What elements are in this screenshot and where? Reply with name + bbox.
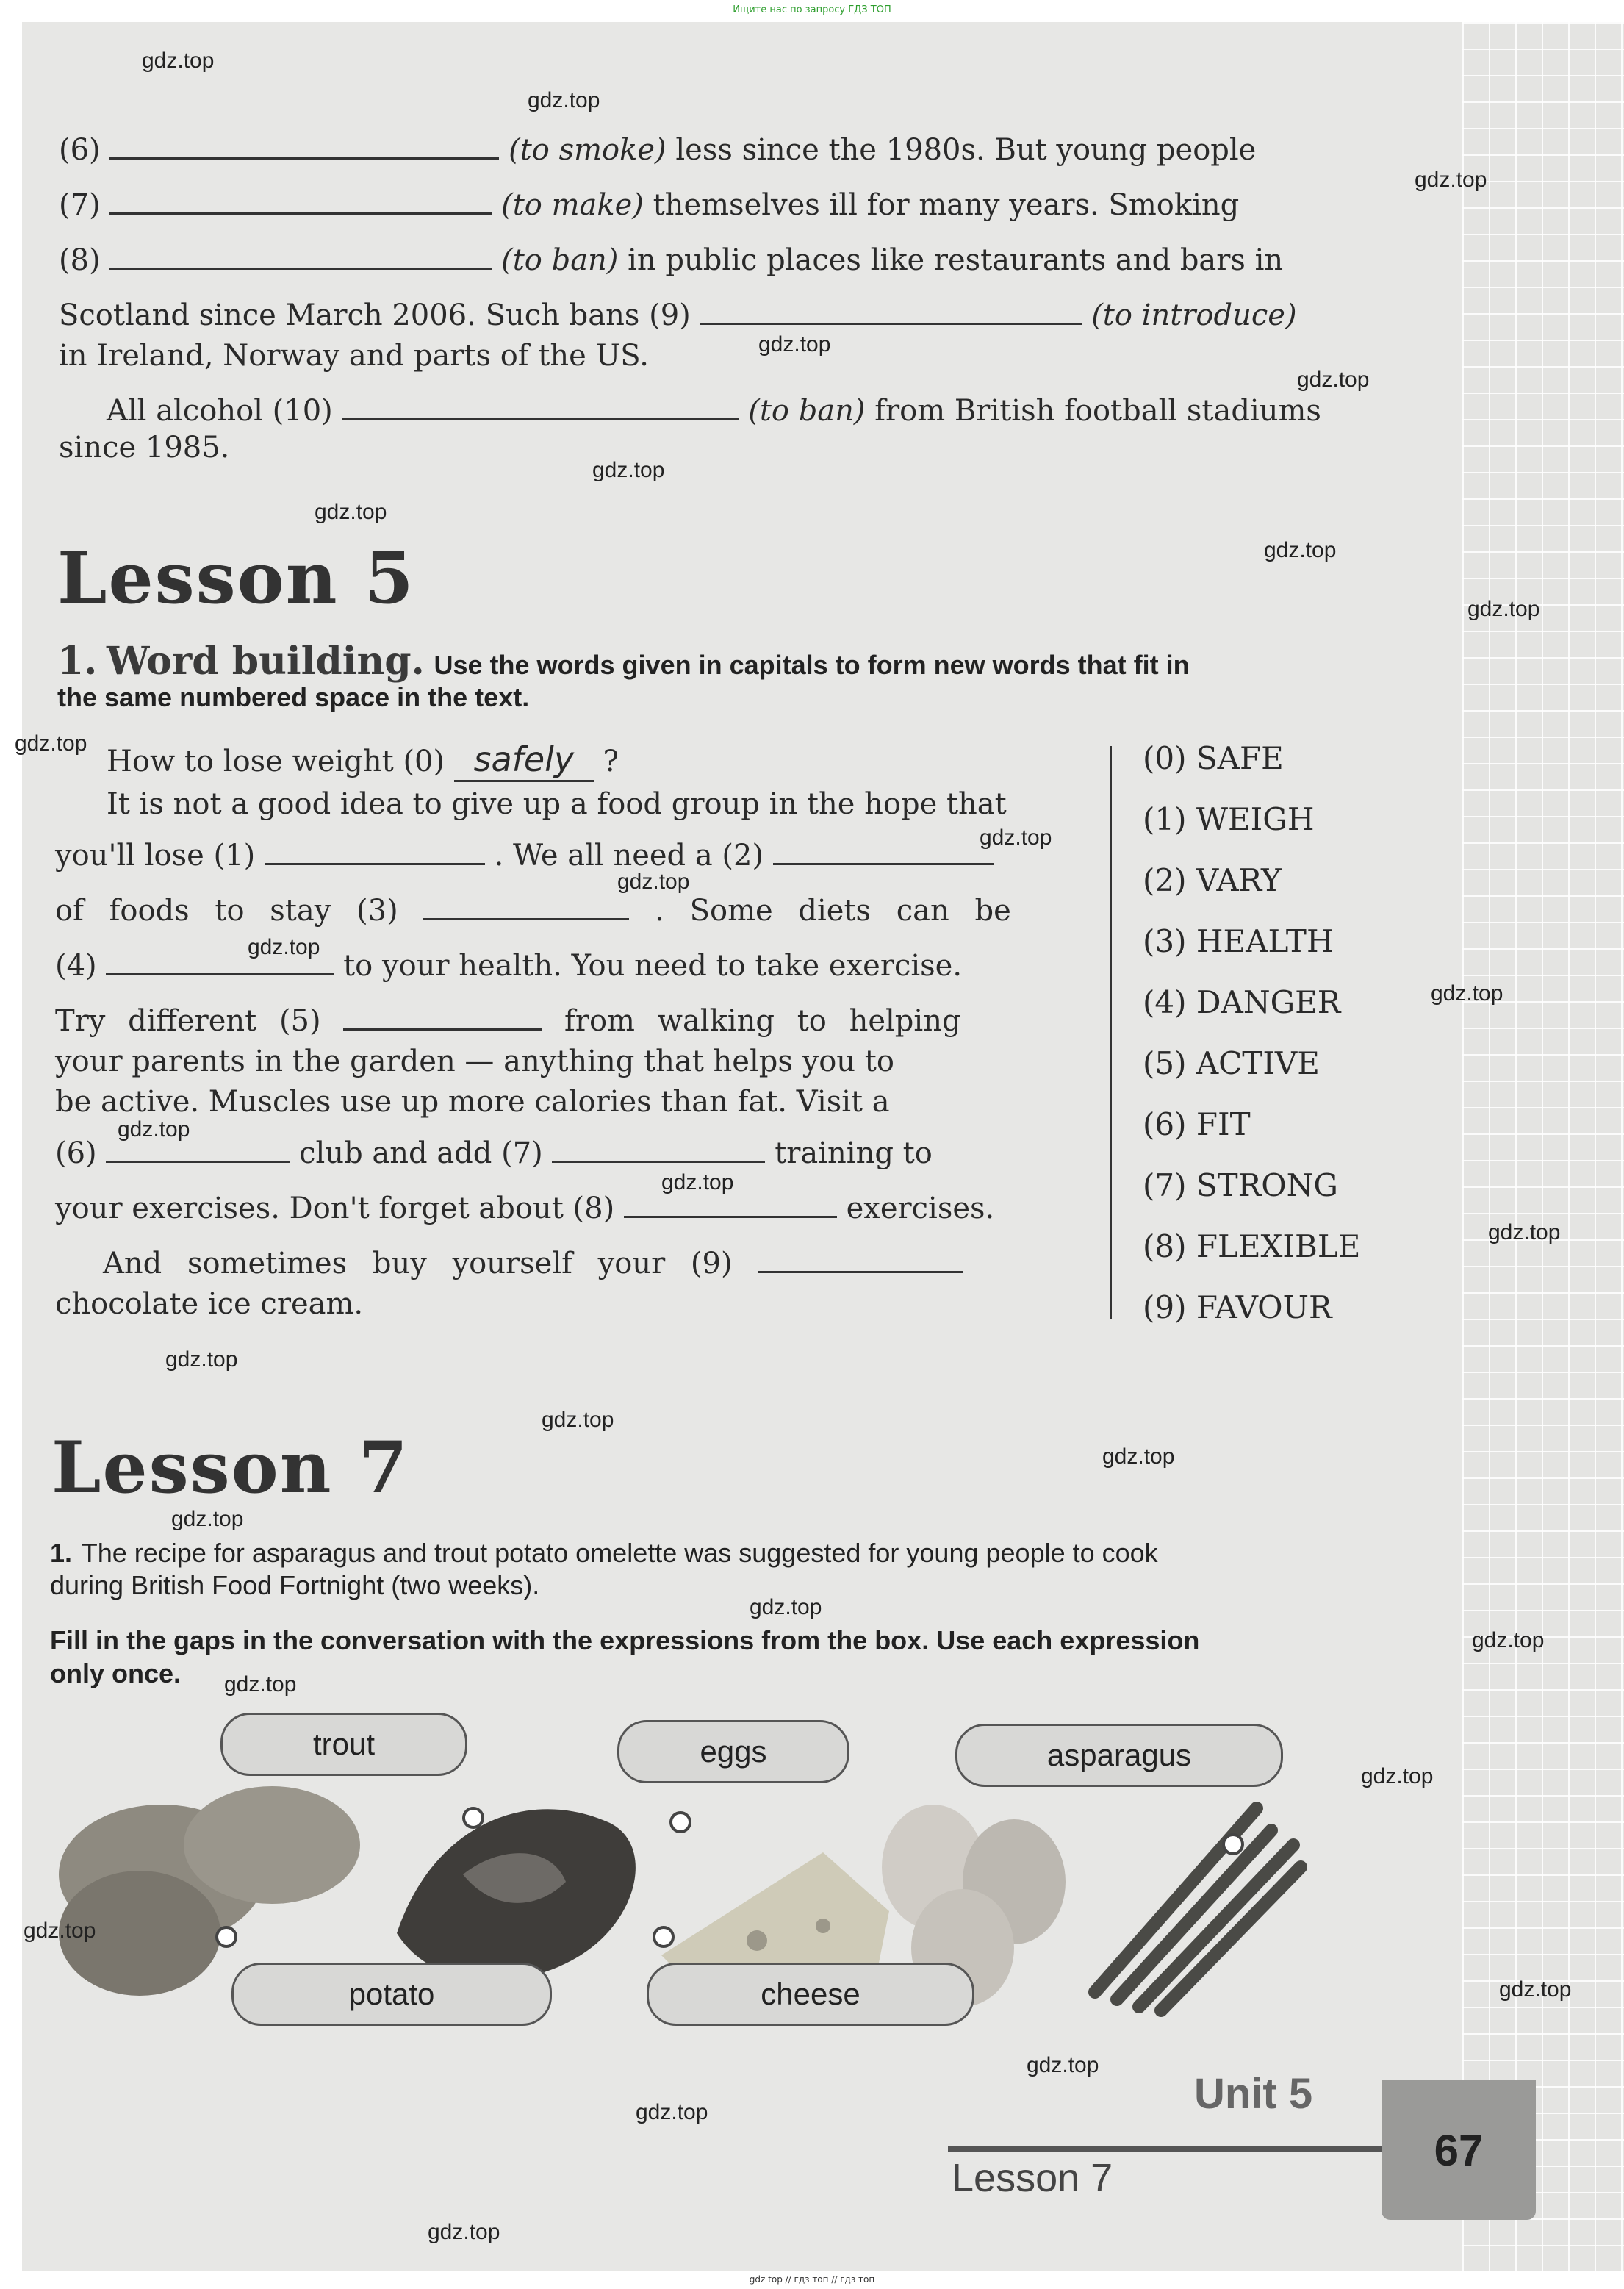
footer-lesson: Lesson 7: [952, 2156, 1113, 2200]
lesson7-intro-1: 1. The recipe for asparagus and trout potato omelette was suggested for young people to cook: [50, 1538, 1158, 1568]
prev-line-7: (7) (to make) themselves ill for many years. Smoking: [59, 188, 1240, 222]
prev-line-6: (6) (to smoke) less since the 1980s. But young people: [59, 133, 1257, 167]
watermark: gdz.top: [750, 1595, 822, 1619]
label-cheese: cheese: [647, 1963, 974, 2026]
text-line-4: of foods to stay (3) . Some diets can be: [55, 894, 1011, 928]
unit-label: Unit 5: [1194, 2070, 1313, 2118]
potato-pin-icon: [215, 1926, 237, 1948]
watermark: gdz.top: [592, 458, 665, 482]
watermark: gdz.top: [1431, 981, 1503, 1006]
watermark: gdz.top: [617, 870, 690, 894]
text-line-6: Try different (5) from walking to helping: [55, 1004, 961, 1038]
lesson7-title: Lesson 7: [51, 1426, 409, 1509]
watermark: gdz.top: [142, 49, 215, 73]
lesson7-instruction-1: Fill in the gaps in the conversation with the expressions from the box. Use each expression: [50, 1625, 1200, 1655]
text-line-12: chocolate ice cream.: [55, 1287, 364, 1321]
watermark: gdz.top: [1415, 168, 1487, 192]
text-line-10: your exercises. Don't forget about (8) exercises.: [55, 1192, 995, 1225]
capital-word: (3) HEALTH: [1143, 923, 1334, 959]
page-number: 67: [1382, 2080, 1536, 2220]
watermark: gdz.top: [1361, 1764, 1434, 1788]
label-trout: trout: [220, 1713, 467, 1776]
top-note: Ищите нас по запросу ГДЗ ТОП: [733, 4, 891, 15]
text-line-8: be active. Muscles use up more calories than fat. Visit a: [55, 1085, 890, 1119]
watermark: gdz.top: [1488, 1220, 1561, 1244]
watermark: gdz.top: [118, 1117, 190, 1142]
lesson7-intro-2: during British Food Fortnight (two weeks).: [50, 1570, 540, 1600]
lesson5-exercise-heading: 1. Word building. Use the words given in capitals to form new words that fit in: [57, 639, 1190, 684]
eggs-pin-icon: [669, 1811, 691, 1833]
watermark: gdz.top: [1499, 1977, 1572, 2002]
prev-line-10: All alcohol (10) (to ban) from British football stadiums: [107, 394, 1321, 428]
text-line-11: And sometimes buy yourself your (9): [103, 1246, 963, 1281]
text-line-3: you'll lose (1) . We all need a (2): [55, 838, 994, 873]
text-line-1: How to lose weight (0) safely ?: [107, 744, 619, 782]
bottom-note: gdz top // гдз топ // гдз топ: [749, 2274, 875, 2285]
watermark: gdz.top: [171, 1507, 244, 1531]
capitals-list: [1143, 739, 1360, 1349]
watermark: gdz.top: [980, 825, 1052, 850]
lesson5-title: Lesson 5: [57, 537, 415, 620]
capital-word: (9) FAVOUR: [1143, 1289, 1332, 1325]
capital-word: (1) WEIGH: [1143, 801, 1315, 837]
watermark: gdz.top: [1264, 538, 1337, 562]
text-line-5: (4) to your health. You need to take exercise.: [55, 949, 963, 983]
label-potato: potato: [231, 1963, 552, 2026]
watermark: gdz.top: [758, 332, 831, 357]
watermark: gdz.top: [636, 2100, 708, 2124]
watermark: gdz.top: [1102, 1444, 1175, 1469]
watermark: gdz.top: [24, 1919, 96, 1943]
watermark: gdz.top: [542, 1408, 614, 1432]
capital-word: (7) STRONG: [1143, 1167, 1338, 1203]
watermark: gdz.top: [1467, 597, 1540, 621]
watermark: gdz.top: [661, 1170, 734, 1194]
lesson5-instruction-2: the same numbered space in the text.: [57, 682, 530, 712]
prev-line-since: since 1985.: [59, 431, 230, 465]
watermark: gdz.top: [1027, 2053, 1099, 2077]
capital-word: (4) DANGER: [1143, 984, 1341, 1020]
text-line-9: (6) club and add (7) training to: [55, 1136, 933, 1170]
prev-line-ireland: in Ireland, Norway and parts of the US.: [59, 339, 649, 373]
capital-word: (5) ACTIVE: [1143, 1045, 1320, 1081]
label-asparagus: asparagus: [955, 1724, 1283, 1787]
capital-word: (6) FIT: [1143, 1106, 1251, 1142]
asparagus-pin-icon: [1222, 1833, 1244, 1855]
text-line-2: It is not a good idea to give up a food group in the hope that: [107, 787, 1007, 821]
label-eggs: eggs: [617, 1720, 849, 1783]
grid-margin: [1462, 22, 1624, 2271]
capital-word: (0) SAFE: [1143, 740, 1284, 776]
lesson7-instruction-2: only once.: [50, 1658, 182, 1688]
asparagus-image: [1095, 1808, 1301, 2010]
capital-word: (2) VARY: [1143, 862, 1282, 898]
watermark: gdz.top: [248, 935, 320, 959]
trout-image: [397, 1809, 636, 1980]
prev-line-9: Scotland since March 2006. Such bans (9) (to introduce): [59, 298, 1297, 332]
trout-pin-icon: [462, 1807, 484, 1829]
watermark: gdz.top: [1472, 1628, 1545, 1652]
answer-0: safely: [454, 745, 594, 782]
watermark: gdz.top: [428, 2220, 500, 2244]
cheese-pin-icon: [653, 1926, 675, 1948]
watermark: gdz.top: [315, 500, 387, 524]
footer-rule: [948, 2146, 1382, 2152]
capitals-divider: [1110, 746, 1112, 1319]
watermark: gdz.top: [165, 1347, 238, 1372]
prev-line-8: (8) (to ban) in public places like restaurants and bars in: [59, 243, 1284, 277]
text-line-7: your parents in the garden — anything that helps you to: [55, 1045, 894, 1078]
capital-word: (8) FLEXIBLE: [1143, 1228, 1361, 1264]
watermark: gdz.top: [528, 88, 600, 112]
watermark: gdz.top: [15, 731, 87, 756]
watermark: gdz.top: [1297, 368, 1370, 392]
watermark: gdz.top: [224, 1672, 297, 1697]
